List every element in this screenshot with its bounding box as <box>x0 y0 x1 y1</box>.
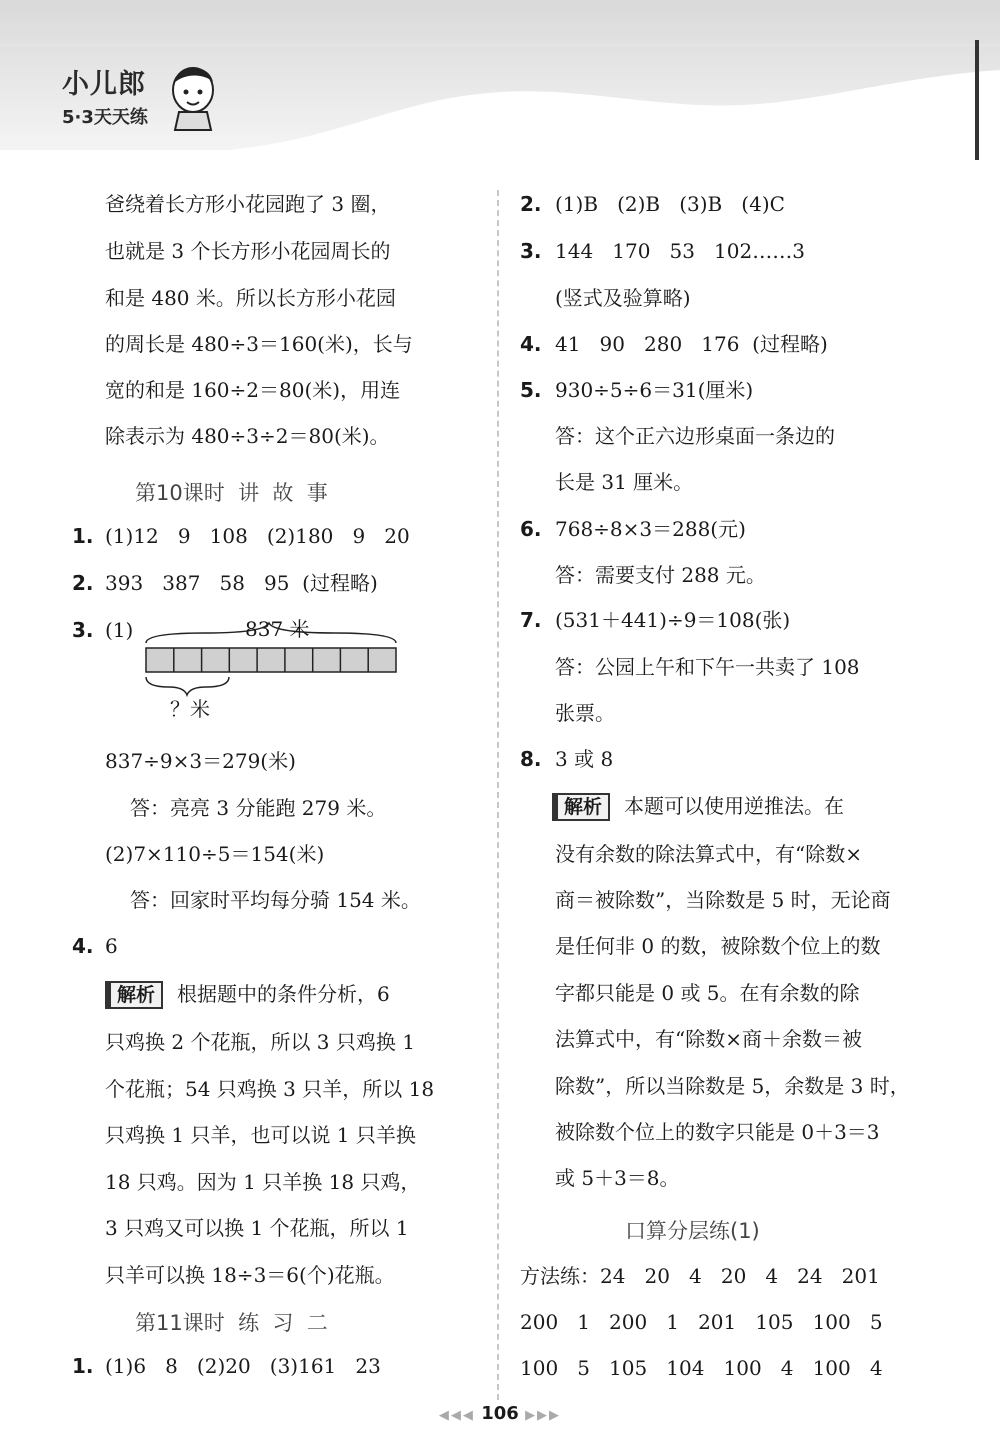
answer-line: (竖式及验算略) <box>555 286 691 310</box>
diagram-bottom-label: ？米 <box>170 697 210 721</box>
answer-line: (1) <box>105 618 134 642</box>
question-number: 1. <box>72 524 94 548</box>
lesson11-title: 第11课时 练 习 二 <box>135 1311 328 1335</box>
column-divider <box>497 190 499 1400</box>
answer-line: 930÷5÷6＝31(厘米) <box>555 378 754 402</box>
page-number: 106 <box>481 1403 519 1424</box>
analysis-line: 只鸡换 1 只羊，也可以说 1 只羊换 <box>105 1123 416 1147</box>
question-number: 2. <box>520 192 542 216</box>
answer-line: 答：亮亮 3 分能跑 279 米。 <box>130 796 387 820</box>
analysis-line: 个花瓶；54 只鸡换 3 只羊，所以 18 <box>105 1077 435 1101</box>
answer-line: (531＋441)÷9＝108(张) <box>555 608 791 632</box>
answer-line: 837÷9×3＝279(米) <box>105 749 296 773</box>
analysis-line: 除数”，所以当除数是 5，余数是 3 时， <box>555 1074 910 1098</box>
mascot-icon <box>165 60 221 136</box>
analysis-tag: 解析 <box>105 981 163 1009</box>
answer-line: 6 <box>105 934 118 958</box>
analysis-block <box>552 792 844 821</box>
analysis-line: 18 只鸡。因为 1 只羊换 18 只鸡， <box>105 1170 421 1194</box>
question-number: 3. <box>520 239 542 263</box>
answer-line: (2)7×110÷5＝154(米) <box>105 842 325 866</box>
question-number: 6. <box>520 517 542 541</box>
analysis-tag: 解析 <box>552 793 610 821</box>
oral-line: 100 5 105 104 100 4 100 4 <box>520 1356 883 1380</box>
answer-line: 张票。 <box>555 701 615 725</box>
analysis-line: 只鸡换 2 个花瓶，所以 3 只鸡换 1 <box>105 1030 415 1054</box>
answer-line: (1)6 8 (2)20 (3)161 23 <box>105 1354 381 1378</box>
left-para-line: 和是 480 米。所以长方形小花园 <box>105 286 396 310</box>
analysis-line: 3 只鸡又可以换 1 个花瓶，所以 1 <box>105 1216 409 1240</box>
analysis-line: 根据题中的条件分析，6 <box>177 982 390 1006</box>
analysis-line: 商＝被除数”，当除数是 5 时，无论商 <box>555 888 891 912</box>
analysis-line: 法算式中，有“除数×商＋余数＝被 <box>555 1027 862 1051</box>
question-number: 4. <box>72 934 94 958</box>
analysis-line: 本题可以使用逆推法。在 <box>624 794 845 818</box>
oral-line: 200 1 200 1 201 105 100 5 <box>520 1310 883 1334</box>
answer-line: 答：回家时平均每分骑 154 米。 <box>130 888 421 912</box>
left-arrows-icon: ◀◀◀ <box>438 1408 475 1423</box>
answer-line: (1)12 9 108 (2)180 9 20 <box>105 524 410 548</box>
question-number: 3. <box>72 618 94 642</box>
question-number: 8. <box>520 747 542 771</box>
answer-line: 答：公园上午和下午一共卖了 108 <box>555 655 860 679</box>
answer-line: 答：需要支付 288 元。 <box>555 563 766 587</box>
question-number: 2. <box>72 571 94 595</box>
analysis-line: 被除数个位上的数字只能是 0＋3＝3 <box>555 1120 880 1144</box>
lesson10-title: 第10课时 讲 故 事 <box>135 481 328 505</box>
brand-logo <box>62 62 148 129</box>
analysis-block <box>105 980 390 1009</box>
oral-practice-title: 口算分层练(1) <box>625 1219 760 1243</box>
left-para-line: 宽的和是 160÷2＝80(米)，用连 <box>105 378 401 402</box>
diagram-top-label: 837 米 <box>245 617 310 641</box>
question-number: 1. <box>72 1354 94 1378</box>
answer-line: 3 或 8 <box>555 747 614 771</box>
answer-line: 144 170 53 102……3 <box>555 239 805 263</box>
right-arrows-icon: ▶▶▶ <box>525 1408 562 1423</box>
left-para-line: 除表示为 480÷3÷2＝80(米)。 <box>105 424 390 448</box>
analysis-line: 是任何非 0 的数，被除数个位上的数 <box>555 934 881 958</box>
answer-line: (1)B (2)B (3)B (4)C <box>555 192 785 216</box>
question-number: 5. <box>520 378 542 402</box>
left-para-line: 的周长是 480÷3＝160(米)，长与 <box>105 332 413 356</box>
answer-line: 41 90 280 176 (过程略) <box>555 332 828 356</box>
page-number-bar <box>0 1403 1000 1424</box>
answer-line: 答：这个正六边形桌面一条边的 <box>555 424 835 448</box>
left-para-line: 也就是 3 个长方形小花园周长的 <box>105 239 391 263</box>
left-para-line: 爸绕着长方形小花园跑了 3 圈， <box>105 192 391 216</box>
analysis-line: 或 5＋3＝8。 <box>555 1166 680 1190</box>
analysis-line: 只羊可以换 18÷3＝6(个)花瓶。 <box>105 1263 395 1287</box>
header-band <box>0 0 1000 175</box>
question-number: 7. <box>520 608 542 632</box>
brand-subtitle: 5·3天天练 <box>62 107 148 128</box>
brand-title: 小儿郎 <box>62 69 146 100</box>
answer-line: 768÷8×3＝288(元) <box>555 517 746 541</box>
analysis-line: 字都只能是 0 或 5。在有余数的除 <box>555 981 860 1005</box>
question-number: 4. <box>520 332 542 356</box>
oral-line: 方法练：24 20 4 20 4 24 201 <box>520 1264 880 1288</box>
answer-line: 长是 31 厘米。 <box>555 470 694 494</box>
analysis-line: 没有余数的除法算式中，有“除数× <box>555 842 862 866</box>
answer-line: 393 387 58 95 (过程略) <box>105 571 378 595</box>
